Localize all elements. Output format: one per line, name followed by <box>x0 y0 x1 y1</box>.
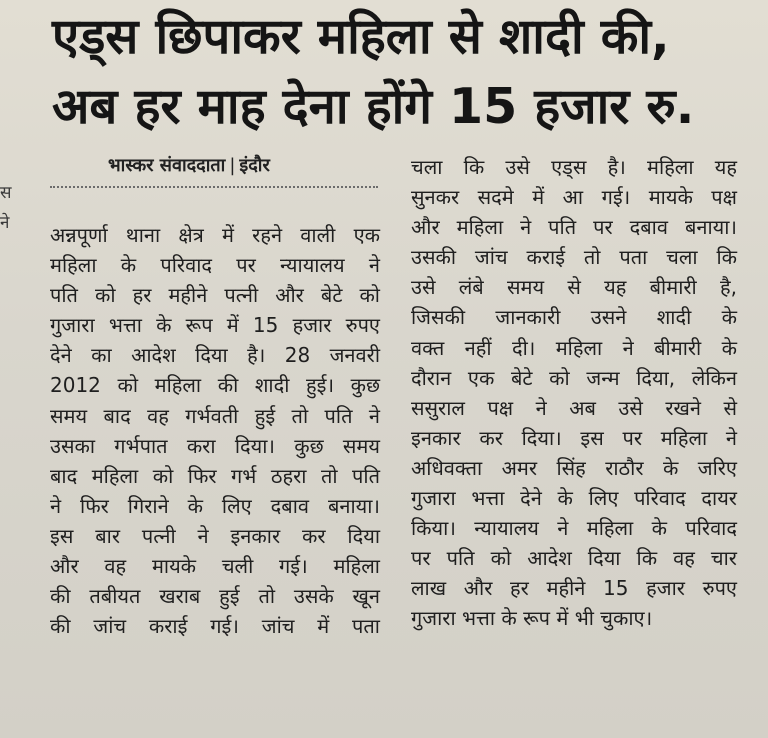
article-line: पति को हर महीने पत्नी और बेटे को <box>50 283 380 308</box>
article-line: इस बार पत्नी ने इनकार कर दिया <box>50 523 380 548</box>
article-line: और वह मायके चली गई। महिला <box>50 554 380 579</box>
article-line: अन्नपूर्णा थाना क्षेत्र में रहने वाली एक <box>50 223 380 247</box>
article-line: वक्त नहीं दी। महिला ने बीमारी के <box>411 335 737 360</box>
article-line: की जांच कराई गई। जांच में पता <box>50 614 380 639</box>
byline-city: इंदौर <box>239 155 270 176</box>
article-line: गुजारा भत्ता देने के लिए परिवाद दायर <box>411 486 737 511</box>
article-line: दौरान एक बेटे को जन्म दिया, लेकिन <box>411 365 737 390</box>
article-line: पर पति को आदेश दिया कि वह चार <box>411 546 737 571</box>
byline <box>108 154 270 178</box>
article-line: और महिला ने पति पर दबाव बनाया। <box>411 215 737 240</box>
article-line: सुनकर सदमे में आ गई। मायके पक्ष <box>411 185 737 210</box>
article-line: उसका गर्भपात करा दिया। कुछ समय <box>50 433 380 458</box>
article-line: इनकार कर दिया। इस पर महिला ने <box>411 425 737 450</box>
article-line: लाख और हर महीने 15 हजार रुपए <box>411 576 737 601</box>
article-line: उसे लंबे समय से यह बीमारी है, <box>411 275 737 300</box>
article-line: 2012 को महिला की शादी हुई। कुछ <box>50 373 380 398</box>
article-line: गुजारा भत्ता के रूप में 15 हजार रुपए <box>50 313 380 338</box>
headline-line-2: अब हर माह देना होंगे 15 हजार रु. <box>52 78 695 135</box>
article-line: किया। न्यायालय ने महिला के परिवाद <box>411 516 737 541</box>
margin-fragment: ने <box>0 213 10 233</box>
article-line: अधिवक्ता अमर सिंह राठौर के जरिए <box>411 455 737 480</box>
article-column-right <box>411 152 737 634</box>
headline-line-1: एड्स छिपाकर महिला से शादी की, <box>52 8 670 65</box>
byline-reporter: भास्कर संवाददाता <box>108 155 226 176</box>
article-line: ने फिर गिराने के लिए दबाव बनाया। <box>50 493 380 518</box>
article-line: जिसकी जानकारी उसने शादी के <box>411 305 737 330</box>
article-line: महिला के परिवाद पर न्यायालय ने <box>50 253 380 278</box>
article-line: बाद महिला को फिर गर्भ ठहरा तो पति <box>50 463 380 488</box>
article-line: देने का आदेश दिया है। 28 जनवरी <box>50 343 380 368</box>
article-line: उसकी जांच कराई तो पता चला कि <box>411 245 737 270</box>
byline-dotted-rule <box>50 186 378 188</box>
article-line: चला कि उसे एड्स है। महिला यह <box>411 155 737 179</box>
article-line: समय बाद वह गर्भवती हुई तो पति ने <box>50 403 380 428</box>
article-line: गुजारा भत्ता के रूप में भी चुकाए। <box>411 606 653 631</box>
byline-divider: | <box>229 155 236 176</box>
article-line: ससुराल पक्ष ने अब उसे रखने से <box>411 395 737 420</box>
previous-column-fragment <box>0 178 14 238</box>
article-column-left <box>50 220 380 641</box>
article-line: की तबीयत खराब हुई तो उसके खून <box>50 584 380 609</box>
margin-fragment: स <box>0 183 12 203</box>
